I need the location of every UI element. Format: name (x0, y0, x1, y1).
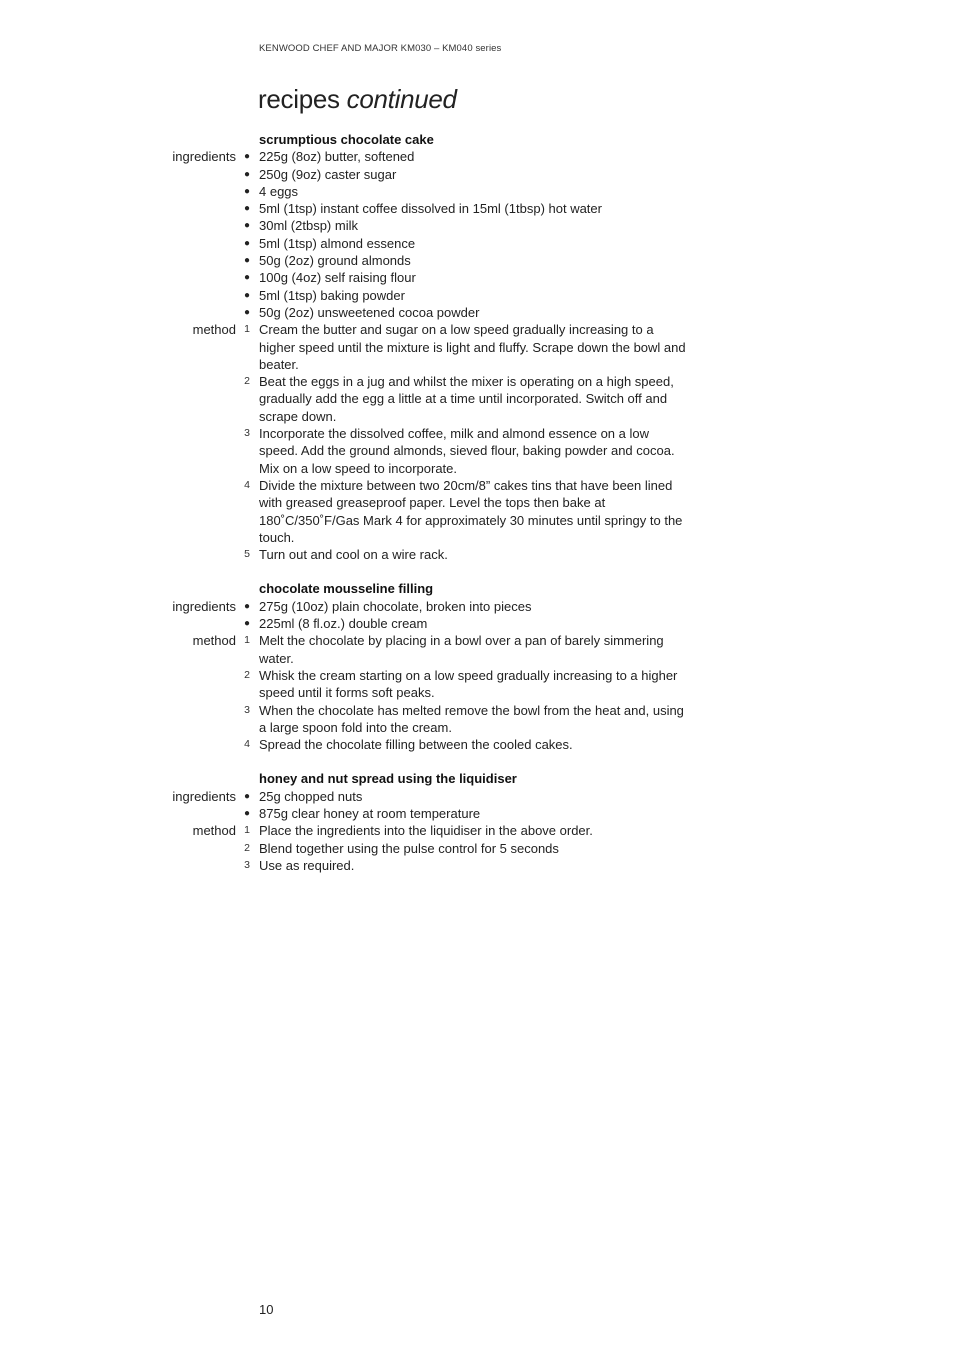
ingredient-item (0, 183, 689, 200)
method-step (0, 321, 689, 373)
method-step (0, 702, 689, 737)
bullet-dot-icon: ● (243, 306, 251, 318)
method-step (0, 667, 689, 702)
recipe-section (0, 580, 954, 753)
method-label: method (192, 633, 236, 649)
step-text: Turn out and cool on a wire rack. (259, 547, 448, 563)
bullet-dot-icon: ● (243, 185, 251, 197)
step-number: 4 (244, 478, 250, 491)
step-number: 1 (244, 634, 250, 647)
step-text: Spread the chocolate filling between the cooled cakes. (259, 737, 573, 753)
page-title-main: recipes (258, 84, 340, 114)
ingredient-item (0, 287, 689, 304)
ingredient-text: 25g chopped nuts (259, 788, 363, 804)
ingredients-label: ingredients (172, 598, 236, 614)
ingredient-item (0, 235, 689, 252)
method-step (0, 736, 689, 753)
bullet-dot-icon: ● (243, 255, 251, 267)
ingredient-item (0, 217, 689, 234)
bullet-dot-icon: ● (243, 220, 251, 232)
step-text: Cream the butter and sugar on a low speed gradually increasing to a higher speed until the mixture is light and fluffy. Scrape down the bowl and beater. (259, 322, 686, 372)
method-step (0, 840, 689, 857)
ingredient-item (0, 200, 689, 217)
ingredient-item (0, 269, 689, 286)
ingredient-text: 225ml (8 fl.oz.) double cream (259, 616, 428, 632)
ingredient-text: 5ml (1tsp) instant coffee dissolved in 15ml (1tbsp) hot water (259, 201, 602, 217)
ingredient-text: 250g (9oz) caster sugar (259, 166, 397, 182)
step-text: When the chocolate has melted remove the bowl from the heat and, using a large spoon fold into the cream. (259, 702, 684, 735)
ingredient-item (0, 148, 689, 165)
step-number: 3 (244, 703, 250, 716)
step-text: Melt the chocolate by placing in a bowl over a pan of barely simmering water. (259, 633, 664, 666)
method-step (0, 546, 689, 563)
ingredient-text: 50g (2oz) unsweetened cocoa powder (259, 304, 480, 320)
step-number: 4 (244, 738, 250, 751)
ingredient-text: 100g (4oz) self raising flour (259, 270, 416, 286)
bullet-dot-icon: ● (243, 168, 251, 180)
recipe-section (0, 131, 954, 563)
step-number: 2 (244, 841, 250, 854)
ingredient-item (0, 252, 689, 269)
ingredient-text: 275g (10oz) plain chocolate, broken into pieces (259, 598, 532, 614)
ingredient-text: 875g clear honey at room temperature (259, 805, 481, 821)
page-number: 10 (259, 1302, 274, 1317)
bullet-dot-icon: ● (243, 151, 251, 163)
method-step (0, 822, 689, 839)
bullet-dot-icon: ● (243, 600, 251, 612)
recipe-title: scrumptious chocolate cake (259, 132, 434, 147)
ingredient-item (0, 615, 689, 632)
ingredient-text: 50g (2oz) ground almonds (259, 253, 411, 269)
recipe-title: chocolate mousseline filling (259, 581, 434, 597)
step-number: 1 (244, 824, 250, 837)
method-step (0, 632, 689, 667)
step-text: Use as required. (259, 857, 355, 873)
bullet-dot-icon: ● (243, 203, 251, 215)
ingredient-text: 5ml (1tsp) baking powder (259, 287, 405, 303)
ingredient-item (0, 805, 689, 822)
method-label: method (192, 823, 236, 839)
step-number: 2 (244, 668, 250, 681)
step-number: 2 (244, 375, 250, 388)
step-text: Beat the eggs in a jug and whilst the mixer is operating on a high speed, gradually add the egg a little at a time until incorporated. Switch off and scrape down. (259, 374, 674, 424)
step-number: 1 (244, 323, 250, 336)
ingredient-item (0, 166, 689, 183)
bullet-dot-icon: ● (243, 807, 251, 819)
ingredient-text: 5ml (1tsp) almond essence (259, 235, 416, 251)
bullet-dot-icon: ● (243, 237, 251, 249)
step-number: 5 (244, 548, 250, 561)
ingredient-text: 30ml (2tbsp) milk (259, 218, 358, 234)
ingredient-item (0, 304, 689, 321)
ingredient-text: 4 eggs (259, 183, 299, 199)
page-title (258, 84, 457, 115)
step-text: Incorporate the dissolved coffee, milk and almond essence on a low speed. Add the ground almonds, sieved flour, baking powder and cocoa. Mix on a low speed to incorporate. (259, 426, 675, 476)
ingredients-label: ingredients (172, 149, 236, 165)
step-number: 3 (244, 427, 250, 440)
ingredient-item (0, 788, 689, 805)
method-step (0, 857, 689, 874)
recipe-section (0, 770, 954, 874)
step-text: Place the ingredients into the liquidiser in the above order. (259, 823, 593, 839)
step-text: Whisk the cream starting on a low speed gradually increasing to a higher speed until it forms soft peaks. (259, 667, 678, 701)
ingredient-item (0, 598, 689, 615)
running-header: KENWOOD CHEF AND MAJOR KM030 – KM040 series (259, 43, 502, 54)
step-text: Blend together using the pulse control for 5 seconds (259, 840, 559, 856)
method-label: method (192, 322, 236, 338)
bullet-dot-icon: ● (243, 790, 251, 802)
recipe-title: honey and nut spread using the liquidiser (259, 771, 517, 787)
method-step (0, 373, 689, 425)
method-step (0, 425, 689, 477)
ingredients-label: ingredients (172, 788, 236, 804)
bullet-dot-icon: ● (243, 618, 251, 630)
bullet-dot-icon: ● (243, 289, 251, 301)
recipes-content (0, 131, 954, 891)
method-step (0, 477, 689, 546)
step-text: Divide the mixture between two 20cm/8” cakes tins that have been lined with greased greaseproof paper. Level the tops then bake at 180˚C/350˚F/Gas Mark 4 for approximately 30 minutes until springy to the touch. (259, 477, 683, 545)
step-number: 3 (244, 858, 250, 871)
page-title-emphasis: continued (346, 84, 457, 114)
ingredient-text: 225g (8oz) butter, softened (259, 149, 415, 165)
bullet-dot-icon: ● (243, 272, 251, 284)
